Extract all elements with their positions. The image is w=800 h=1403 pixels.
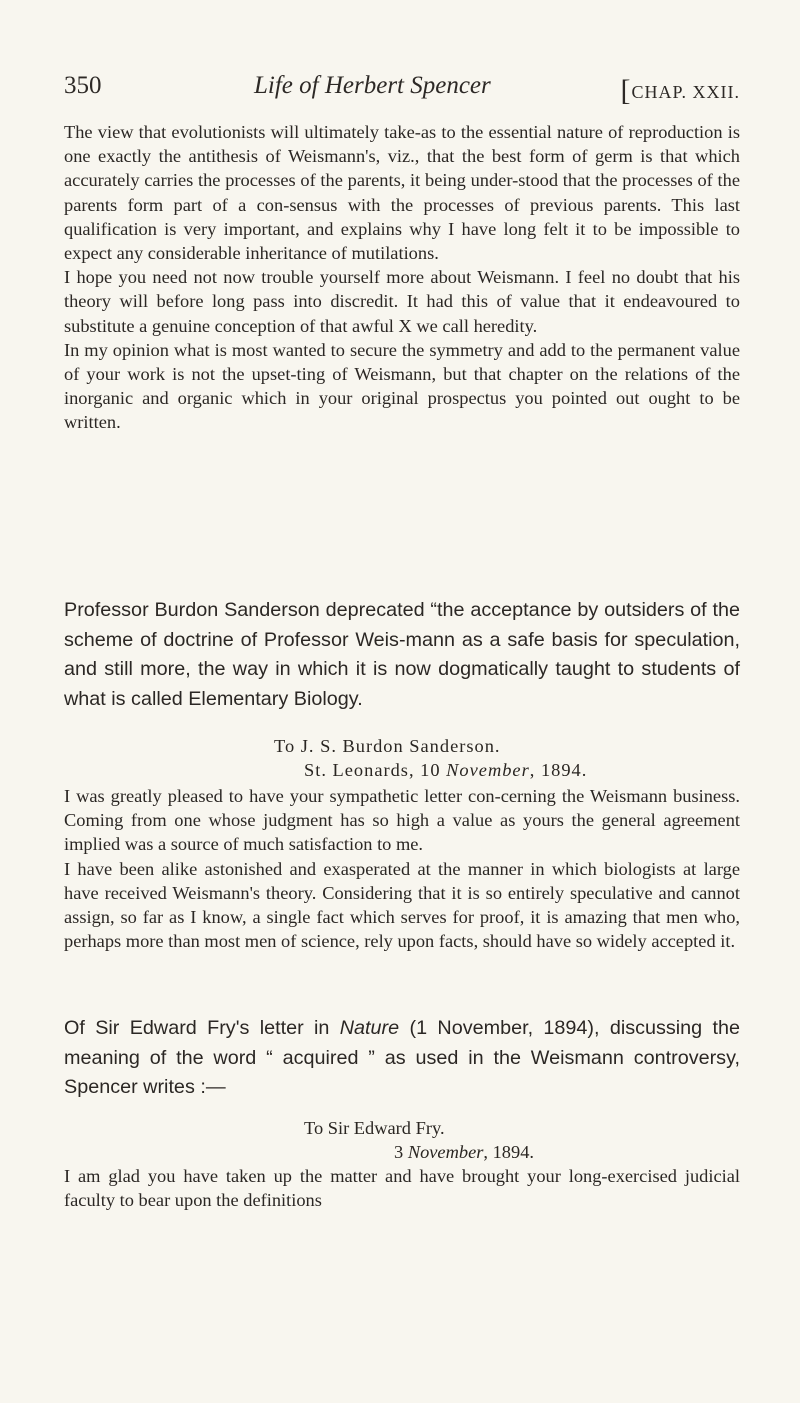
letter-continuation xyxy=(64,120,740,435)
letter-sanderson-paragraph-1: I was greatly pleased to have your sympathetic letter con-cerning the Weismann business. Coming from one whose judgment has so high a value as yours the general agreement implied was a source of much satisfaction to me. xyxy=(64,786,740,855)
narrative-fry xyxy=(64,1014,740,1103)
bracket: [ xyxy=(620,74,632,107)
letter-year: , 1894. xyxy=(529,760,588,780)
letter-fry-body xyxy=(64,1164,740,1212)
letter-month: November xyxy=(446,760,530,780)
letter-place: St. Leonards, 10 xyxy=(304,760,441,780)
running-title: Life of Herbert Spencer xyxy=(254,72,491,99)
running-header xyxy=(64,72,740,112)
letter-sanderson-heading xyxy=(64,734,740,782)
letter-paragraph-3: In my opinion what is most wanted to secure the symmetry and add to the permanent value of your work is not the upset-ting of Weismann, but that chapter on the relations of the inorganic and organic which in your original prospectus you pointed out ought to be written. xyxy=(64,339,740,433)
letter-fry-recipient: To Sir Edward Fry. xyxy=(304,1118,445,1138)
narrative-paragraph-2: Of Sir Edward Fry's letter in Nature (1 November, 1894), discussing the meaning of the word “ acquired ” as used in the Weismann controversy, Spencer writes :— xyxy=(64,1017,741,1098)
letter-fry-dateline xyxy=(64,1140,740,1164)
letter-paragraph-2: I hope you need not now trouble yourself more about Weismann. I feel no doubt that his theory will before long pass into discredit. It had this of value that it endeavoured to substitute a genuine conception of that awful X we call heredity. xyxy=(64,267,740,336)
narrative-paragraph-1: Professor Burdon Sanderson deprecated “the acceptance by outsiders of the scheme of doctrine of Professor Weis-mann as a safe basis for speculation, and still more, the way in which it is now dogmatically taught to students of what is called Elementary Biology. xyxy=(64,599,740,710)
letter-fry-month: November xyxy=(407,1142,484,1162)
letter-dateline xyxy=(64,758,740,782)
chapter-label xyxy=(620,72,740,106)
letter-fry-day: 3 xyxy=(394,1142,404,1162)
page-number: 350 xyxy=(64,72,102,99)
chapter-text: CHAP. XXII. xyxy=(631,82,740,102)
letter-fry-heading xyxy=(64,1116,740,1164)
letter-paragraph-1: The view that evolutionists will ultimately take-as to the essential nature of reproduction is one exactly the antithesis of Weismann's, viz., that the best form of germ is that which accurately carries the processes of the parents, it being under-stood that the processes of the parents form part of a con-sensus with the processes of previous parents. This last qualification is very important, and explains why I have long felt it to be impossible to expect any considerable inheritance of mutilations. xyxy=(64,122,740,264)
letter-fry-paragraph-1: I am glad you have taken up the matter and have brought your long-exercised judicial faculty to bear upon the definitions xyxy=(64,1166,740,1211)
letter-recipient: To J. S. Burdon Sanderson. xyxy=(274,736,501,756)
letter-fry-year: , 1894. xyxy=(483,1142,534,1162)
narrative-sanderson xyxy=(64,596,740,714)
journal-title: Nature xyxy=(339,1017,400,1039)
letter-sanderson-paragraph-2: I have been alike astonished and exasperated at the manner in which biologists at large have received Weismann's theory. Considering that it is so entirely speculative and cannot assign, so far as I know, a single fact which serves for proof, it is amazing that men who, perhaps more than most men of science, rely upon facts, should have so widely accepted it. xyxy=(64,858,740,952)
letter-sanderson-body xyxy=(64,784,740,953)
